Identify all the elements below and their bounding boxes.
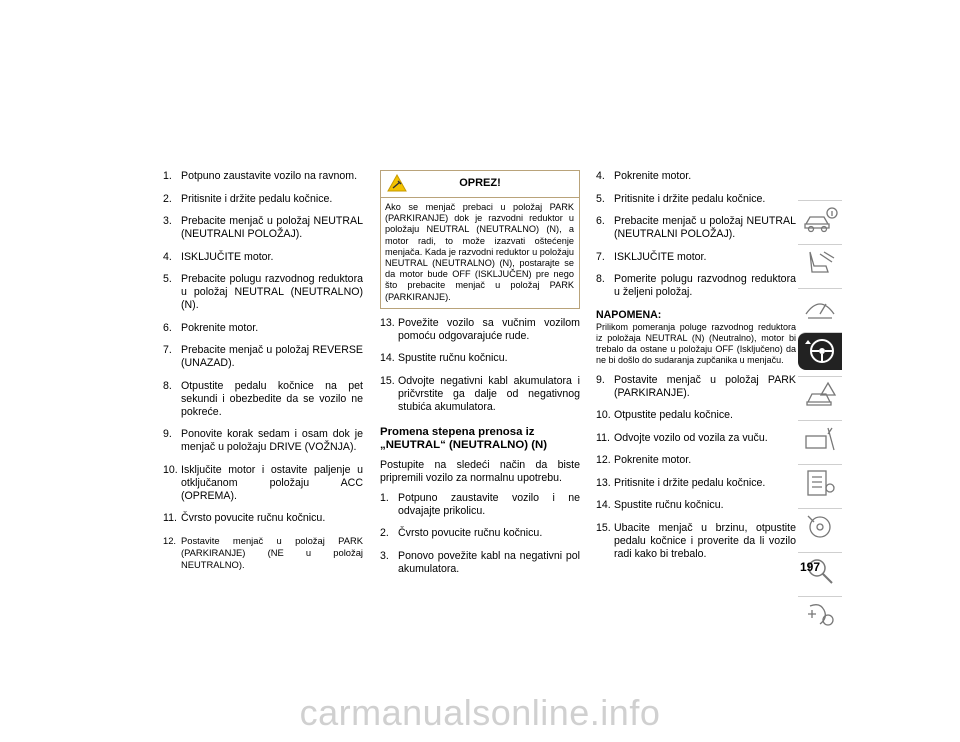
- list-item: [163, 428, 363, 454]
- step-text: Čvrsto povucite ručnu kočnicu.: [181, 512, 326, 524]
- note-text: Prilikom pomeranja poluge razvodnog reduktora iz položaja NEUTRAL (N) (Neutralno), motor bi trebalo da ostane u položaju OFF (Isključeno) da ne bi došlo do sudaranja zupčanika u menjaču.: [596, 321, 796, 365]
- list-item: [163, 193, 363, 206]
- tab-dashboard[interactable]: [798, 288, 842, 326]
- step-text: Ponovo povežite kabl na negativni pol akumulatora.: [398, 549, 580, 575]
- section-title: Promena stepena prenosa iz „NEUTRAL“ (NEUTRALNO) (N): [380, 425, 548, 452]
- step-number: 10.: [163, 463, 178, 476]
- step-number: 11.: [596, 431, 610, 444]
- service-tools-icon: [802, 424, 838, 454]
- section-intro: Postupite na sledeći način da biste pripremili vozilo za normalnu upotrebu.: [380, 458, 580, 484]
- watermark: carmanualsonline.info: [299, 692, 661, 733]
- step-text: Pokrenite motor.: [614, 454, 692, 466]
- list-item: [163, 251, 363, 264]
- shift-steps-list-continued: [596, 170, 796, 299]
- step-number: 14.: [596, 499, 611, 511]
- step-text: Prebacite menjač u položaj NEUTRAL (NEUTRALNI POLOŽAJ).: [181, 215, 363, 240]
- steering-wheel-icon: [802, 336, 838, 366]
- specifications-list-icon: [802, 468, 838, 498]
- step-number: 9.: [163, 428, 172, 440]
- caution-box: [380, 170, 580, 309]
- step-number: 7.: [163, 344, 172, 356]
- list-item: [596, 409, 796, 422]
- list-item: [163, 322, 363, 335]
- step-text: Pokrenite motor.: [181, 321, 259, 334]
- tab-specifications[interactable]: [798, 464, 842, 502]
- list-item: [163, 535, 363, 571]
- list-item: [380, 317, 580, 343]
- step-number: 8.: [163, 379, 172, 392]
- step-text: Postavite menjač u položaj PARK (PARKIRANJE).: [614, 373, 796, 399]
- step-text: Pomerite polugu razvodnog reduktora u željeni položaj.: [614, 273, 796, 298]
- step-number: 2.: [380, 527, 389, 540]
- step-text: Ponovite korak sedam i osam dok je menjač u položaju DRIVE (VOŽNJA).: [181, 428, 363, 453]
- list-item: [163, 464, 363, 503]
- note-title: NAPOMENA:: [596, 308, 662, 321]
- list-item: [596, 454, 796, 467]
- step-number: 6.: [596, 215, 605, 227]
- dashboard-gauges-icon: [802, 292, 838, 322]
- tab-multimedia[interactable]: [798, 508, 842, 546]
- step-text: Odvojte negativni kabl akumulatora i pričvrstite ga dalje od negativnog stubića akumulatora.: [398, 374, 580, 413]
- caution-header: [381, 171, 579, 198]
- step-text: Odvojte vozilo od vozila za vuču.: [614, 431, 768, 444]
- step-number: 12.: [163, 534, 177, 546]
- shift-steps-list-final: [596, 374, 796, 561]
- column-right: [596, 170, 796, 570]
- step-text: Otpustite pedalu kočnice na pet sekundi i obezbedite da se vozilo ne pokreće.: [181, 379, 363, 418]
- list-item: [596, 432, 796, 445]
- list-item: [163, 380, 363, 419]
- list-item: [163, 344, 363, 370]
- step-number: 9.: [596, 373, 605, 386]
- step-text: Isključite motor i ostavite paljenje u otključanom položaju ACC (OPREMA).: [181, 463, 363, 502]
- step-text: Potpuno zaustavite vozilo i ne odvajajte prikolicu.: [398, 491, 580, 517]
- step-text: Spustite ručnu kočnicu.: [398, 352, 508, 365]
- step-text: ISKLJUČITE motor.: [181, 250, 274, 263]
- list-item: [596, 522, 796, 561]
- shift-steps-list: [380, 492, 580, 576]
- step-text: Pokrenite motor.: [614, 170, 692, 182]
- seat-safety-icon: [802, 248, 838, 278]
- step-text: Povežite vozilo sa vučnim vozilom pomoću odgovarajuće rude.: [398, 316, 580, 342]
- step-text: Pritisnite i držite pedalu kočnice.: [181, 192, 333, 205]
- towing-steps-list-continued: [380, 317, 580, 414]
- step-number: 1.: [163, 170, 172, 182]
- step-number: 12.: [596, 454, 611, 466]
- step-text: Prebacite menjač u položaj REVERSE (UNAZAD).: [181, 344, 363, 369]
- step-text: Ubacite menjač u brzinu, otpustite pedalu kočnice i proverite da li vozilo radi kako bi trebalo.: [614, 521, 796, 560]
- step-number: 5.: [596, 192, 605, 205]
- step-number: 6.: [163, 321, 172, 334]
- tab-service[interactable]: [798, 420, 842, 458]
- list-item: [163, 215, 363, 241]
- step-number: 15.: [380, 374, 395, 387]
- warning-car-icon: [802, 380, 838, 410]
- tab-seat-safety[interactable]: [798, 244, 842, 282]
- step-number: 3.: [163, 215, 172, 227]
- step-text: Spustite ručnu kočnicu.: [614, 499, 724, 511]
- list-item: [596, 374, 796, 400]
- tab-emergency[interactable]: [798, 376, 842, 414]
- step-number: 14.: [380, 352, 395, 365]
- step-number: 8.: [596, 273, 605, 285]
- list-item: [596, 215, 796, 241]
- list-item: [380, 492, 580, 518]
- step-text: Pritisnite i držite pedalu kočnice.: [614, 192, 766, 205]
- step-text: Otpustite pedalu kočnice.: [614, 409, 733, 421]
- step-text: Postavite menjač u položaj PARK (PARKIRANJE) (NE u položaj NEUTRALNO).: [181, 534, 363, 570]
- tab-car-info[interactable]: [798, 200, 842, 238]
- step-text: Pritisnite i držite pedalu kočnice.: [614, 476, 766, 489]
- page-number: 197: [800, 560, 821, 574]
- step-number: 13.: [380, 316, 395, 329]
- column-middle: [380, 170, 580, 585]
- list-item: [163, 512, 363, 525]
- caution-title: OPREZ!: [459, 177, 501, 189]
- step-number: 2.: [163, 192, 172, 205]
- step-number: 4.: [163, 250, 172, 263]
- list-item: [596, 477, 796, 490]
- towing-steps-list: [163, 170, 363, 571]
- step-text: Čvrsto povucite ručnu kočnicu.: [398, 527, 543, 540]
- step-text: Prebacite menjač u položaj NEUTRAL (NEUTRALNI POLOŽAJ).: [614, 215, 796, 240]
- list-item: [380, 550, 580, 576]
- step-number: 15.: [596, 521, 611, 534]
- step-text: ISKLJUČITE motor.: [614, 250, 707, 263]
- list-item: [163, 170, 363, 183]
- list-item: [596, 251, 796, 264]
- list-item: [380, 527, 580, 540]
- list-item: [596, 170, 796, 183]
- list-item: [596, 273, 796, 299]
- multimedia-icon: [802, 512, 838, 542]
- step-number: 4.: [596, 170, 605, 182]
- column-left: [163, 170, 363, 580]
- tab-starting-operating[interactable]: [798, 332, 842, 370]
- step-text: Potpuno zaustavite vozilo na ravnom.: [181, 170, 358, 182]
- tab-languages[interactable]: [798, 596, 842, 634]
- step-number: 1.: [380, 491, 389, 504]
- step-number: 11.: [163, 512, 177, 524]
- list-item: [380, 352, 580, 365]
- list-item: [596, 193, 796, 206]
- step-number: 10.: [596, 409, 611, 421]
- step-number: 13.: [596, 476, 611, 489]
- car-info-icon: [802, 204, 838, 234]
- step-text: Prebacite polugu razvodnog reduktora u položaj NEUTRAL (NEUTRALNO) (N).: [181, 273, 363, 311]
- list-item: [163, 273, 363, 312]
- language-settings-icon: [802, 600, 838, 630]
- step-number: 3.: [380, 549, 389, 562]
- caution-text: Ako se menjač prebaci u položaj PARK (PARKIRANJE) dok je razvodni reduktor u položaju NEUTRAL (NEUTRALNO) (N), a motor radi, to može izazvati oštećenje menjača. Kada je razvodni reduktor u položaju NEUTRAL (NEUTRALNO) (N), postarajte se da motor bude OFF (ISKLJUČEN) pre nego što prebacite menjač u položaj PARK (PARKIRANJE).: [385, 202, 574, 302]
- list-item: [596, 499, 796, 512]
- list-item: [380, 375, 580, 414]
- step-number: 5.: [163, 273, 172, 285]
- chapter-tabs: [798, 200, 842, 640]
- step-number: 7.: [596, 250, 605, 263]
